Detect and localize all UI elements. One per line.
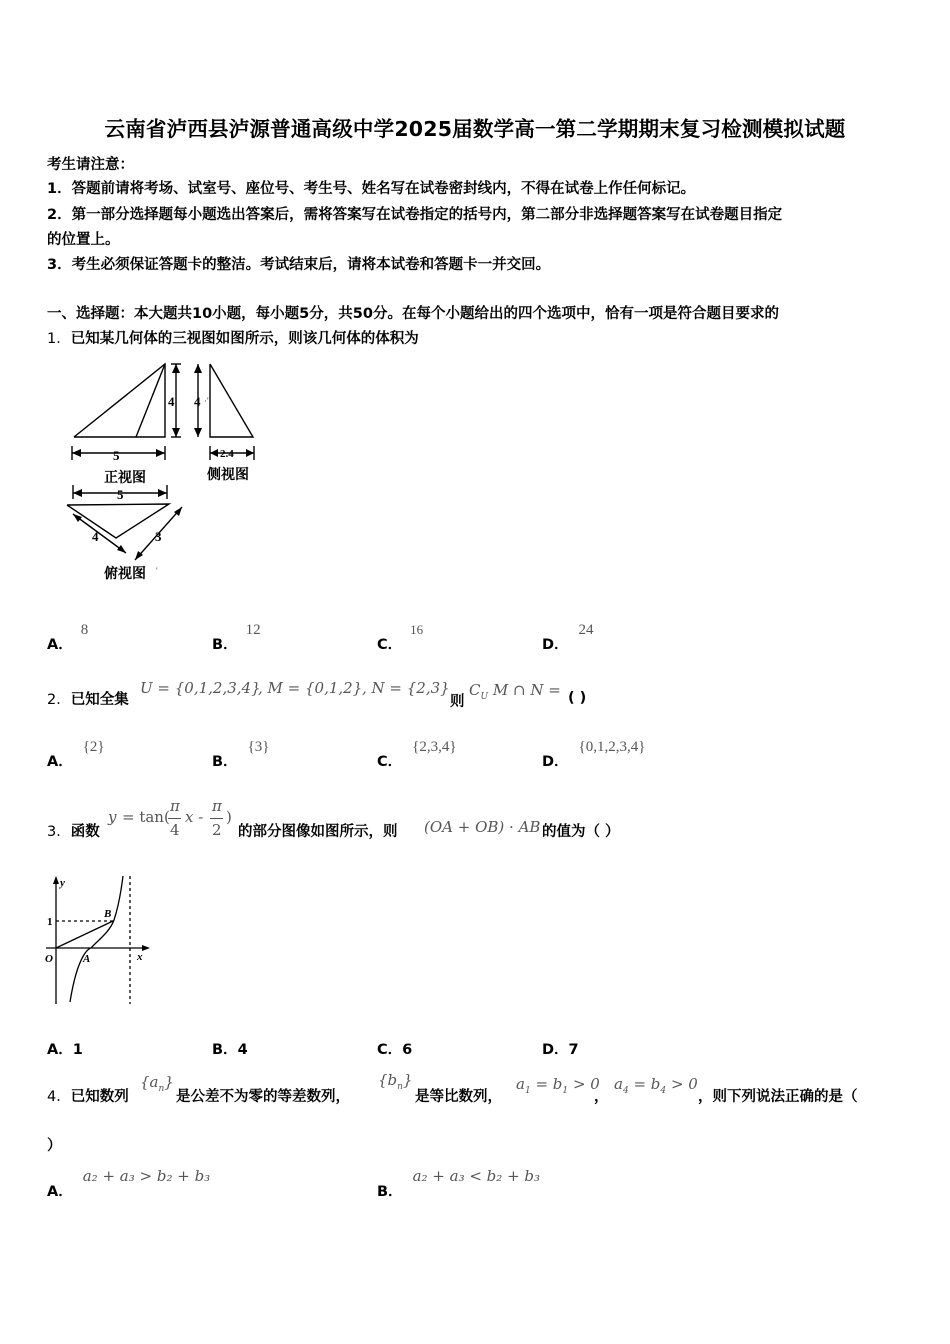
q3-vector-expr: (OA + OB) · AB [424,818,541,836]
q2-expression: $C_U$ M ∩ N = [469,681,561,702]
q4-text-d: ，则下列说法正确的是（ [698,1089,858,1105]
q3-text-c: 的值为（ ） [542,824,620,840]
point-a-label: A [83,953,91,965]
q3-option-a[interactable]: A．1 [47,1042,83,1058]
notice-item-2-cont: 的位置上。 [47,232,120,248]
origin-label: O [45,953,53,965]
q4-condition-2: $a_4 = b_4 > 0$ [614,1075,698,1096]
side-height-label: 4 [194,394,201,409]
q2-set-u: U = {0,1,2,3,4} [140,679,261,697]
page-title: 云南省泸西县泸源普通高级中学2025届数学高一第二学期期末复习检测模拟试题 [104,117,846,141]
q4-seq-b: $\{b_n\}$ [378,1071,413,1092]
q2-option-c[interactable]: C．{2,3,4} [377,739,457,770]
q2-option-d[interactable]: D．{0,1,2,3,4} [542,739,646,770]
section-heading: 一、选择题：本大题共10小题，每小题5分，共50分。在每个小题给出的四个选项中，恰有一项是符合题目要求的 [47,306,779,322]
tan-curve [70,876,123,1002]
side-view-triangle [210,364,253,437]
q2-set-m: , M = {0,1,2} [258,679,363,697]
notice-item-3: 3．考生必须保证答题卡的整洁。考试结束后，请将本试卷和答题卡一并交回。 [47,257,551,273]
notice-item-2: 2．第一部分选择题每小题选出答案后，需将答案写在试卷指定的括号内，第二部分非选择题答案写在试卷题目指定 [47,207,783,223]
q3-func-tan: = tan( [122,808,170,826]
q4-text-b: 是公差不为零的等差数列， [176,1089,350,1105]
q3-func-pi1: π [170,797,180,815]
side-view-caption: 侧视图 [207,468,249,483]
side-height-mark: ·' [204,396,209,406]
q1-option-a[interactable]: A．8 [47,622,89,653]
q3-option-c[interactable]: C．6 [377,1042,413,1058]
q4-seq-a: $\{a_n\}$ [140,1073,174,1094]
y-label: y [60,877,65,889]
q4-comma: ， [594,1089,609,1105]
q1-option-d[interactable]: D．24 [542,622,594,653]
q2-option-b[interactable]: B．{3} [212,739,270,770]
q4-condition-1: $a_1 = b_1 > 0$ [516,1075,600,1096]
notice-heading: 考生请注意： [47,157,134,173]
q4-option-a[interactable]: A．a₂ + a₃ > b₂ + b₃ [47,1167,211,1200]
q4-option-b[interactable]: B．a₂ + a₃ < b₂ + b₃ [377,1167,541,1200]
q2-option-a[interactable]: A．{2} [47,739,105,770]
question-2: 2．已知全集 [47,692,129,708]
q3-option-b[interactable]: B．4 [212,1042,248,1058]
top-side-a-label: 4 [92,529,99,544]
q3-func-close: ) [226,808,232,826]
question-3: 3．函数 [47,824,100,840]
front-width-label: 5 [113,448,120,463]
point-b-label: B [104,908,112,920]
q3-func-d1: 4 [170,821,180,839]
front-height-label: 4 [168,394,175,409]
q2-set-n: , N = {2,3} [362,679,450,697]
one-label: 1 [47,916,53,928]
q3-func-d2: 2 [212,821,222,839]
top-width-label: 5 [117,487,124,502]
top-view-mark: ' [156,566,158,576]
x-label: x [137,951,143,963]
q4-close-paren: ） [47,1138,62,1154]
q2-ze: 则 [450,694,465,710]
q3-option-d[interactable]: D．7 [542,1042,579,1058]
q1-option-b[interactable]: B．12 [212,622,261,653]
question-4: 4．已知数列 [47,1089,129,1105]
q3-func-pi2: π [212,797,222,815]
top-side-b-label: 3 [155,529,162,544]
question-number: 1． [47,331,71,347]
q3-text-b: 的部分图像如图所示，则 [238,824,398,840]
top-view-caption: 俯视图 [104,567,146,582]
q3-func-x: x - [185,808,204,826]
q3-func-y: y [108,808,117,826]
q2-answer-paren: ( ) [568,690,587,706]
three-view-figure [60,356,270,588]
tan-graph [40,872,160,1007]
side-width-label: 2.4 [220,448,234,460]
q4-text-c: 是等比数列， [415,1089,502,1105]
q1-option-c[interactable]: C．16 [377,622,424,653]
front-view-caption: 正视图 [104,471,146,486]
notice-item-1: 1．答题前请将考场、试室号、座位号、考生号、姓名写在试卷密封线内，不得在试卷上作任何标记。 [47,181,696,197]
question-text: 已知某几何体的三视图如图所示，则该几何体的体积为 [70,331,419,347]
front-view-triangle [74,364,165,437]
question-1 [47,327,419,348]
